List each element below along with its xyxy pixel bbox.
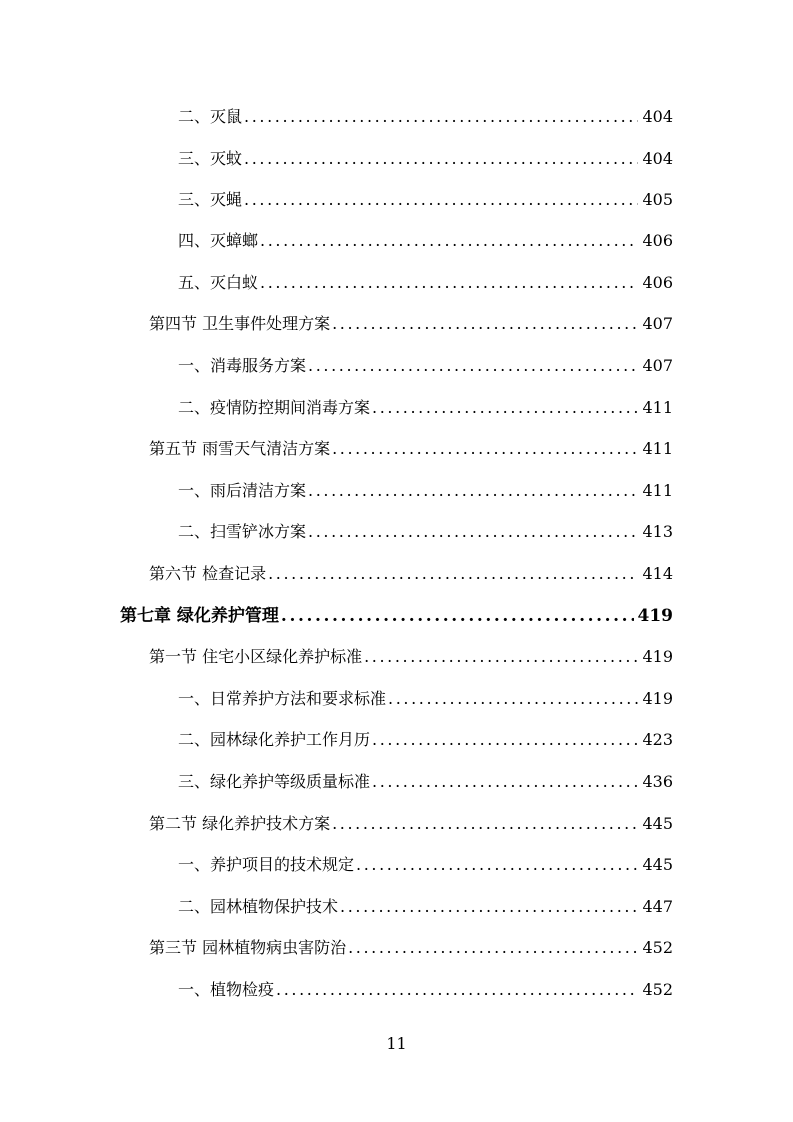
toc-entry-title: 第六节 检查记录 xyxy=(149,564,267,583)
toc-entry[interactable] xyxy=(178,853,673,877)
toc-entry-page: 445 xyxy=(642,814,673,833)
toc-entry[interactable] xyxy=(178,105,673,129)
toc-entry-title: 第四节 卫生事件处理方案 xyxy=(149,314,331,333)
toc-entry-page: 447 xyxy=(642,897,673,916)
toc-entry-page: 406 xyxy=(642,231,673,250)
toc-entry[interactable] xyxy=(149,562,673,586)
toc-entry-page: 414 xyxy=(642,564,673,583)
page-number: 11 xyxy=(386,1034,407,1053)
toc-entry[interactable] xyxy=(178,271,673,295)
toc-entry-title: 二、扫雪铲冰方案 xyxy=(178,522,307,541)
toc-leader-dots xyxy=(332,312,638,336)
toc-entry-title: 二、园林绿化养护工作月历 xyxy=(178,730,371,749)
toc-entry-page: 407 xyxy=(642,314,673,333)
toc-entry-page: 452 xyxy=(642,980,673,999)
toc-leader-dots xyxy=(372,770,638,794)
toc-entry-title: 第一节 住宅小区绿化养护标准 xyxy=(149,647,363,666)
toc-entry-title: 一、养护项目的技术规定 xyxy=(178,855,355,874)
toc-entry-title: 二、园林植物保护技术 xyxy=(178,897,339,916)
toc-entry[interactable] xyxy=(178,354,673,378)
toc-entry[interactable] xyxy=(178,520,673,544)
toc-entry-title: 一、消毒服务方案 xyxy=(178,356,307,375)
toc-entry[interactable] xyxy=(178,978,673,1002)
toc-leader-dots xyxy=(308,479,638,503)
toc-leader-dots xyxy=(281,604,634,628)
toc-entry-page: 411 xyxy=(642,439,673,458)
toc-entry[interactable] xyxy=(149,812,673,836)
toc-entry-title: 二、疫情防控期间消毒方案 xyxy=(178,398,371,417)
toc-entry-title: 三、绿化养护等级质量标准 xyxy=(178,772,371,791)
toc-leader-dots xyxy=(268,562,638,586)
toc-leader-dots xyxy=(244,147,638,171)
toc-entry-page: 436 xyxy=(642,772,673,791)
toc-entry-title: 二、灭鼠 xyxy=(178,107,243,126)
toc-entry-title: 第三节 园林植物病虫害防治 xyxy=(149,938,347,957)
toc-entry[interactable] xyxy=(178,147,673,171)
toc-entry-page: 413 xyxy=(642,522,673,541)
toc-entry[interactable] xyxy=(149,936,673,960)
toc-entry[interactable] xyxy=(178,728,673,752)
toc-leader-dots xyxy=(260,271,638,295)
toc-entry-page: 452 xyxy=(642,938,673,957)
toc-entry-title: 三、灭蝇 xyxy=(178,190,243,209)
toc-leader-dots xyxy=(364,645,638,669)
toc-entry-page: 419 xyxy=(642,647,673,666)
toc-leader-dots xyxy=(388,687,638,711)
toc-leader-dots xyxy=(372,396,638,420)
toc-leader-dots xyxy=(348,936,638,960)
toc-entry-title: 第五节 雨雪天气清洁方案 xyxy=(149,439,331,458)
toc-entry-title: 一、雨后清洁方案 xyxy=(178,481,307,500)
toc-leader-dots xyxy=(244,105,638,129)
toc-leader-dots xyxy=(308,520,638,544)
toc-entry-page: 404 xyxy=(642,107,673,126)
toc-entry-page: 419 xyxy=(637,606,673,626)
toc-entry-page: 419 xyxy=(642,689,673,708)
toc-entry-title: 四、灭蟑螂 xyxy=(178,231,259,250)
toc-leader-dots xyxy=(276,978,638,1002)
toc-leader-dots xyxy=(332,437,638,461)
toc-entry-chapter[interactable] xyxy=(120,604,673,628)
toc-leader-dots xyxy=(332,812,638,836)
toc-entry[interactable] xyxy=(149,437,673,461)
toc-entry-page: 411 xyxy=(642,481,673,500)
toc-entry-title: 第二节 绿化养护技术方案 xyxy=(149,814,331,833)
toc-entry-title: 五、灭白蚁 xyxy=(178,273,259,292)
toc-entry-title: 一、日常养护方法和要求标准 xyxy=(178,689,387,708)
toc-leader-dots xyxy=(340,895,638,919)
toc-entry-page: 407 xyxy=(642,356,673,375)
toc-entry[interactable] xyxy=(178,229,673,253)
toc-entry-title: 第七章 绿化养护管理 xyxy=(120,606,279,626)
toc-leader-dots xyxy=(372,728,638,752)
toc-entry[interactable] xyxy=(149,645,673,669)
toc-leader-dots xyxy=(260,229,638,253)
toc-entry[interactable] xyxy=(149,312,673,336)
toc-entry[interactable] xyxy=(178,479,673,503)
toc-leader-dots xyxy=(308,354,638,378)
toc-leader-dots xyxy=(356,853,638,877)
toc-entry-page: 423 xyxy=(642,730,673,749)
toc-entry-page: 411 xyxy=(642,398,673,417)
toc-entry-page: 404 xyxy=(642,149,673,168)
toc-entry[interactable] xyxy=(178,770,673,794)
toc-entry-page: 406 xyxy=(642,273,673,292)
toc-entry-page: 445 xyxy=(642,855,673,874)
toc-entry[interactable] xyxy=(178,188,673,212)
toc-entry-title: 一、植物检疫 xyxy=(178,980,275,999)
toc-entry[interactable] xyxy=(178,895,673,919)
toc-entry[interactable] xyxy=(178,396,673,420)
toc-entry[interactable] xyxy=(178,687,673,711)
toc-leader-dots xyxy=(244,188,638,212)
toc-entry-page: 405 xyxy=(642,190,673,209)
toc-entry-title: 三、灭蚊 xyxy=(178,149,243,168)
